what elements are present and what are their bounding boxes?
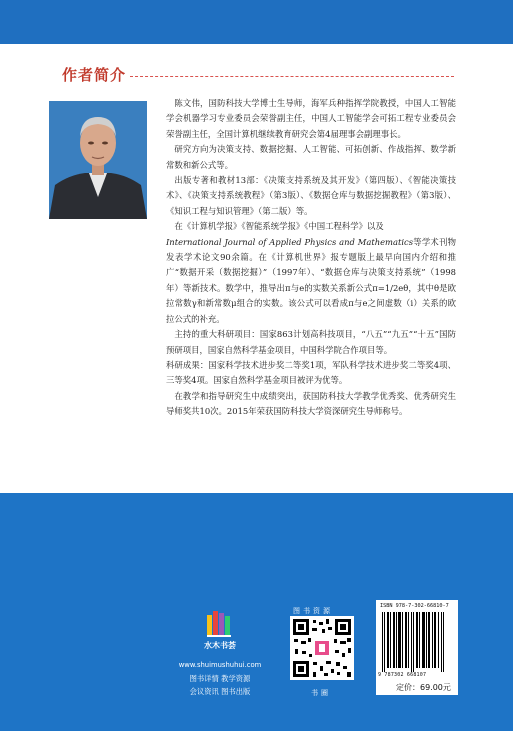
bio-paragraph: 陈文伟，国防科技大学博士生导师，海军兵种指挥学院教授，中国人工智能学会机器学习专业委员会荣誉副主任，中国人工智能学会可拓工程专业委员会荣誉副主任，全国计算机继续教育研究会第4届理事会副理事长。 [166,98,456,139]
bio-paragraph: 科研成果：国家科学技术进步奖二等奖1项，军队科学技术进步奖二等奖4项、三等奖4项。国家自然科学基金项目被评为优等。 [166,359,456,386]
top-blue-band [0,0,513,44]
publisher-block [175,609,265,698]
barcode-number: 9 787302 668107 [378,672,427,678]
bio-text: 在《计算机学报》《智能系统学报》《中国工程科学》以及 [174,221,384,232]
price-label: 定价：69.00元 [396,683,451,692]
author-bio [166,96,456,420]
publisher-url: www.shuimushuhui.com [178,661,262,669]
bio-paragraph: 在教学和指导研究生中成绩突出，获国防科技大学教学优秀奖、优秀研究生导师奖共10次。2015年荣获国防科技大学资深研究生导师称号。 [166,390,456,417]
isbn-text: ISBN 978-7-302-66810-7 [380,603,449,609]
publisher-links-row: 会议资讯 图书出版 [189,687,251,696]
bio-text: 等学术刊物发表学术论文90余篇。在《计算机世界》报专题版上最早向国内介绍和推广“数据开采（数据挖掘）”（1997年）、“数据仓库与决策支持系统”（1998年）等新技术。数学中，推导出π与e的实数关系新公式π=1/2eθ，其中θ是欧拉常数γ和新常数μ组合的实数。该公式可以看成π与e之间虚数（i）关系的欧拉公式的补充。 [166,236,456,324]
qr-title: 图书资源 [293,607,333,615]
journal-name: International Journal of Applied Physics and Mathematics [166,236,414,247]
author-photo [49,101,147,219]
publisher-links-row: 图书详情 教学资源 [189,674,251,683]
bio-paragraph: 出版专著和教材13部：《决策支持系统及其开发》（第四版）、《智能决策技术》、《决策支持系统教程》（第3版）、《数据仓库与数据挖掘教程》（第3版）、《知识工程与知识管理》（第二版）等。 [166,175,456,216]
barcode-icon [380,612,448,674]
publisher-links [175,672,265,698]
book-logo-icon [205,609,235,639]
bio-paragraph: 主持的重大科研项目：国家863计划高科技项目，“八五”“九五”“十五”国防预研项目，国家自然科学基金项目，中国科学院合作项目等。 [166,329,456,355]
title-dashed-rule [130,76,454,77]
isbn-block [376,600,458,695]
qr-code-icon [290,616,354,680]
section-title: 作者简介 [62,66,127,84]
bio-paragraph [166,219,456,327]
publisher-name: 水木书荟 [204,641,236,650]
qr-caption: 书圈 [311,689,331,697]
bio-paragraph: 研究方向为决策支持、数据挖掘、人工智能、可拓创新、作战指挥、数学新常数和新公式等。 [166,144,456,170]
